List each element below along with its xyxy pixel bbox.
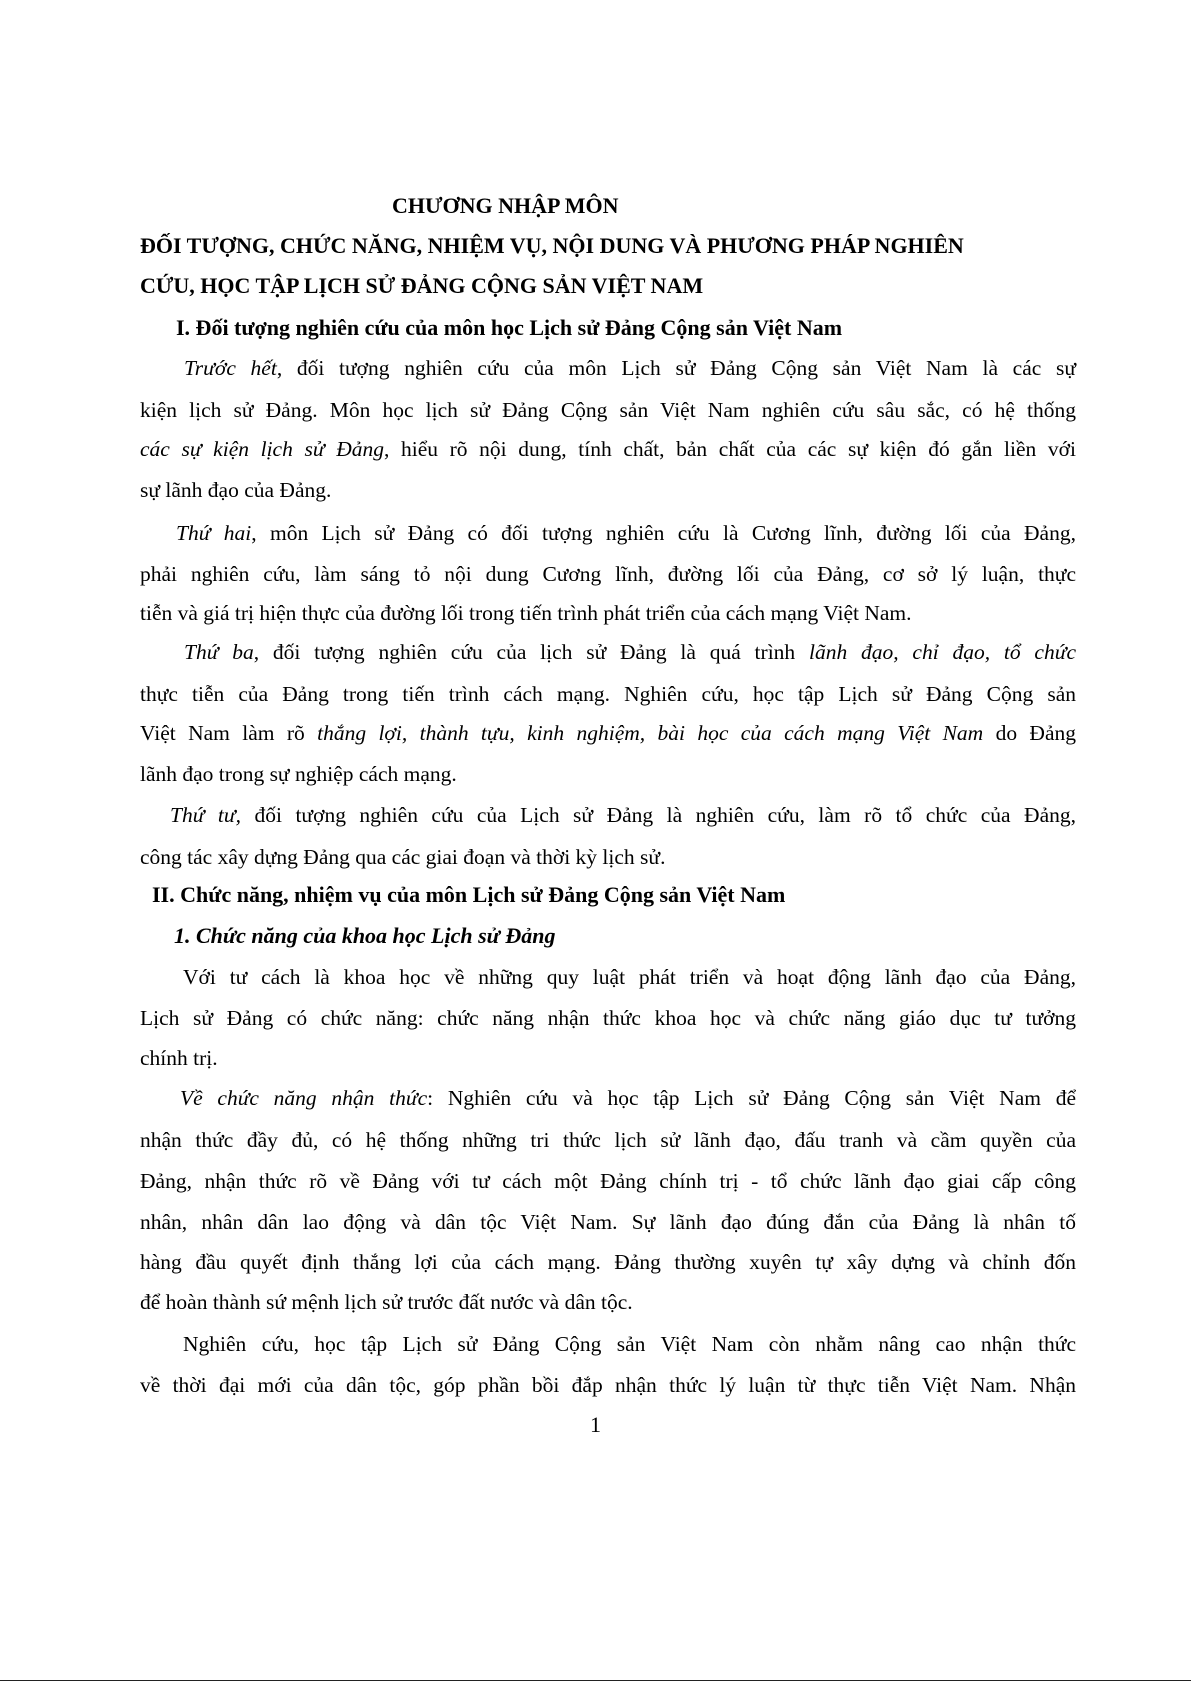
s2p2-line1: Về chức năng nhận thức: Nghiên cứu và học tập Lịch sử Đảng Cộng sản Việt Nam để (180, 1086, 1076, 1110)
s1p1-line3: các sự kiện lịch sử Đảng, hiểu rõ nội dung, tính chất, bản chất của các sự kiện đó gắn liền với (140, 437, 1076, 461)
section1-heading: I. Đối tượng nghiên cứu của môn học Lịch sử Đảng Cộng sản Việt Nam (176, 315, 843, 340)
s2p3-line1: Nghiên cứu, học tập Lịch sử Đảng Cộng sản Việt Nam còn nhằm nâng cao nhận thức (183, 1332, 1076, 1356)
emphasis: lãnh đạo, chỉ đạo, tổ chức (808, 640, 1076, 664)
s1p3-line4: lãnh đạo trong sự nghiệp cách mạng. (140, 762, 457, 786)
s1p4-line2: công tác xây dựng Đảng qua các giai đoạn và thời kỳ lịch sử. (140, 845, 666, 869)
s1p3-line1: Thứ ba, đối tượng nghiên cứu của lịch sử Đảng là quá trình lãnh đạo, chỉ đạo, tổ chức (184, 640, 1076, 664)
page-number: 1 (590, 1412, 601, 1437)
s2p2-line3: Đảng, nhận thức rõ về Đảng với tư cách một Đảng chính trị - tổ chức lãnh đạo giai cấp công (140, 1169, 1076, 1193)
s2p2-line2: nhận thức đầy đủ, có hệ thống những tri thức lịch sử lãnh đạo, đấu tranh và cầm quyền của (140, 1128, 1076, 1152)
emphasis: các sự kiện lịch sử Đảng (140, 437, 384, 461)
chapter-title: CHƯƠNG NHẬP MÔN (392, 193, 619, 218)
section2-subheading: 1. Chức năng của khoa học Lịch sử Đảng (174, 923, 556, 948)
s1p4-line1: Thứ tư, đối tượng nghiên cứu của Lịch sử Đảng là nghiên cứu, làm rõ tổ chức của Đảng, (170, 803, 1076, 827)
s2p2-line6: để hoàn thành sứ mệnh lịch sử trước đất nước và dân tộc. (140, 1290, 633, 1314)
emphasis: Thứ tư, (170, 803, 241, 827)
s2p2-line5: hàng đầu quyết định thắng lợi của cách mạng. Đảng thường xuyên tự xây dựng và chỉnh đốn (140, 1250, 1076, 1274)
s1p3-line3: Việt Nam làm rõ thắng lợi, thành tựu, kinh nghiệm, bài học của cách mạng Việt Nam do Đảng (140, 721, 1077, 745)
s1p2-line1: Thứ hai, môn Lịch sử Đảng có đối tượng nghiên cứu là Cương lĩnh, đường lối của Đảng, (176, 521, 1076, 545)
s1p1-line1: Trước hết, đối tượng nghiên cứu của môn Lịch sử Đảng Cộng sản Việt Nam là các sự (184, 356, 1076, 380)
s1p3-line2: thực tiễn của Đảng trong tiến trình cách mạng. Nghiên cứu, học tập Lịch sử Đảng Cộng sản (140, 682, 1076, 706)
s2p1-line2: Lịch sử Đảng có chức năng: chức năng nhận thức khoa học và chức năng giáo dục tư tưởng (140, 1006, 1076, 1030)
s1p2-line2: phải nghiên cứu, làm sáng tỏ nội dung Cương lĩnh, đường lối của Đảng, cơ sở lý luận, thực (140, 562, 1076, 586)
s2p3-line2: về thời đại mới của dân tộc, góp phần bồi đắp nhận thức lý luận từ thực tiễn Việt Nam. Nhận (140, 1373, 1076, 1397)
s2p1-line1: Với tư cách là khoa học về những quy luật phát triển và hoạt động lãnh đạo của Đảng, (183, 965, 1076, 989)
s1p2-line3: tiễn và giá trị hiện thực của đường lối trong tiến trình phát triển của cách mạng Việt Nam. (140, 601, 912, 625)
chapter-subtitle-line1: ĐỐI TƯỢNG, CHỨC NĂNG, NHIỆM VỤ, NỘI DUNG VÀ PHƯƠNG PHÁP NGHIÊN (140, 233, 964, 258)
s2p1-line3: chính trị. (140, 1046, 218, 1070)
section2-heading: II. Chức năng, nhiệm vụ của môn Lịch sử Đảng Cộng sản Việt Nam (152, 882, 786, 907)
chapter-subtitle-line2: CỨU, HỌC TẬP LỊCH SỬ ĐẢNG CỘNG SẢN VIỆT NAM (140, 273, 704, 298)
s1p1-line2: kiện lịch sử Đảng. Môn học lịch sử Đảng Cộng sản Việt Nam nghiên cứu sâu sắc, có hệ thống (140, 398, 1076, 422)
emphasis: Thứ hai (176, 521, 252, 545)
emphasis: Về chức năng nhận thức (180, 1086, 428, 1110)
s2p2-line4: nhân, nhân dân lao động và dân tộc Việt Nam. Sự lãnh đạo đúng đắn của Đảng là nhân tố (140, 1210, 1076, 1234)
emphasis: Trước hết (184, 356, 277, 380)
footer-divider (0, 1680, 1191, 1681)
emphasis: thắng lợi, thành tựu, kinh nghiệm, bài học của cách mạng Việt Nam (317, 721, 984, 745)
emphasis: Thứ ba (184, 640, 254, 664)
s1p1-line4: sự lãnh đạo của Đảng. (140, 478, 332, 502)
